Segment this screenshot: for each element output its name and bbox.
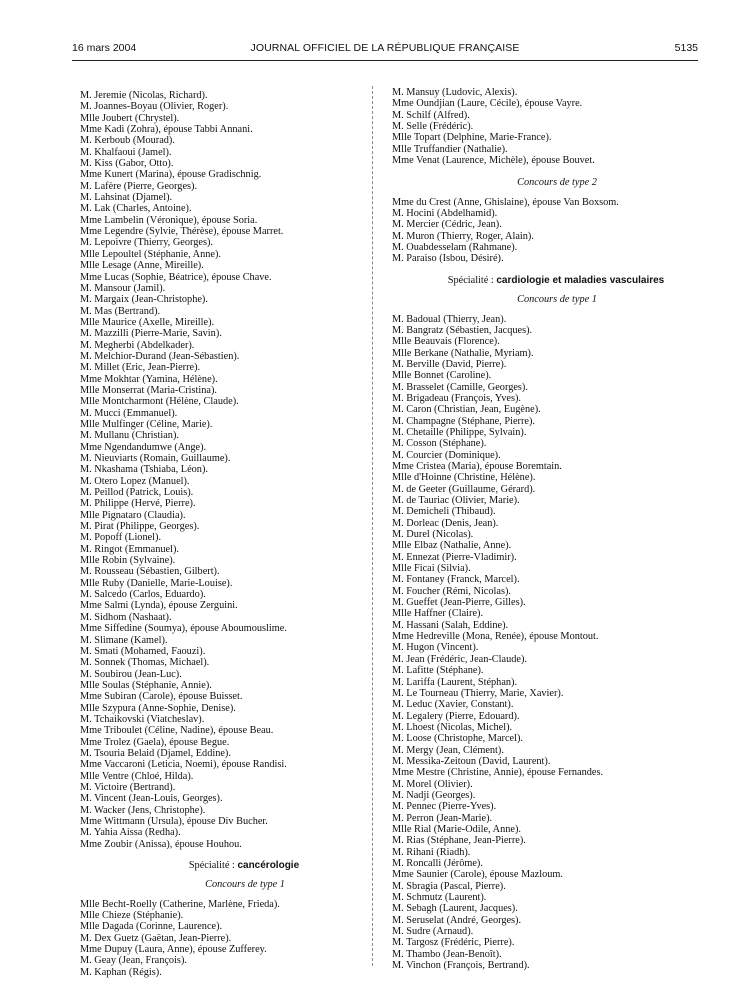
name-entry: Mlle Becht-Roelly (Catherine, Marlène, Frieda).	[80, 898, 280, 910]
name-entry: M. Soubirou (Jean-Luc).	[80, 668, 182, 680]
left-column	[80, 90, 370, 978]
name-entry: M. Megherbi (Abdelkader).	[80, 339, 195, 351]
name-entry: M. Hocini (Abdelhamid).	[392, 208, 498, 220]
section-heading	[392, 275, 682, 286]
name-entry: M. Schilf (Alfred).	[392, 109, 470, 121]
name-entry: M. Jeremie (Nicolas, Richard).	[80, 90, 208, 101]
name-entry: M. Hassani (Salah, Eddine).	[392, 619, 509, 631]
name-entry: Mme Lucas (Sophie, Béatrice), épouse Chave.	[80, 271, 272, 283]
name-entry: Mme Kadi (Zohra), épouse Tabbi Annani.	[80, 124, 253, 136]
name-entry: M. Lhoest (Nicolas, Michel).	[392, 721, 513, 733]
name-entry: M. Mazzilli (Pierre-Marie, Savin).	[80, 328, 222, 340]
name-entry: Mlle Elbaz (Nathalie, Anne).	[392, 540, 512, 552]
name-entry: Mlle Ficai (Silvia).	[392, 563, 471, 575]
name-entry: Mme Oundjian (Laure, Cécile), épouse Vayre.	[392, 98, 583, 110]
name-entry: Mlle Monserrat (Maria-Cristina).	[80, 384, 217, 396]
name-entry: M. Slimane (Kamel).	[80, 634, 168, 646]
name-entry: Mme Trolez (Gaela), épouse Begue.	[80, 736, 230, 748]
specialty-name: cardiologie et maladies vasculaires	[496, 274, 665, 286]
name-entry: Mme Ngendandumwe (Ange).	[80, 441, 207, 453]
name-entry: M. Salcedo (Carlos, Eduardo).	[80, 589, 206, 601]
name-entry: Mme Siffedine (Soumya), épouse Aboumouslime.	[80, 623, 287, 635]
name-entry: M. Sidhom (Nashaat).	[80, 611, 172, 623]
name-entry: M. Fontaney (Franck, Marcel).	[392, 574, 520, 586]
name-entry: M. Rousseau (Sébastien, Gilbert).	[80, 566, 220, 578]
name-entry: M. Millet (Eric, Jean-Pierre).	[80, 362, 201, 374]
name-entry: M. Seruselat (André, Georges).	[392, 914, 522, 926]
name-entry: Mlle Lepoultel (Stéphanie, Anne).	[80, 248, 221, 260]
name-entry: M. Mucci (Emmanuel).	[80, 407, 178, 419]
concours-subhead: Concours de type 2	[517, 177, 597, 189]
name-entry: M. Otero Lopez (Manuel).	[80, 475, 190, 487]
name-entry: M. Nieuviarts (Romain, Guillaume).	[80, 453, 231, 464]
name-entry: M. Mas (Bertrand).	[80, 305, 161, 317]
name-list	[80, 90, 370, 850]
name-entry: M. Durel (Nicolas).	[392, 529, 474, 541]
name-entry: M. Lafère (Pierre, Georges).	[80, 180, 198, 192]
name-entry: M. Pennec (Pierre-Yves).	[392, 801, 497, 813]
name-entry: M. Khalfaoui (Jamel).	[80, 146, 172, 158]
name-entry: M. Tchaikovski (Viatcheslav).	[80, 713, 205, 725]
name-entry: M. Sonnek (Thomas, Michael).	[80, 657, 210, 669]
header-title: JOURNAL OFFICIEL DE LA RÉPUBLIQUE FRANÇAISE	[250, 42, 520, 54]
name-list	[392, 314, 682, 972]
name-entry: M. Dorleac (Denis, Jean).	[392, 517, 499, 529]
specialty-name: cancérologie	[237, 860, 300, 872]
name-entry: M. Badoual (Thierry, Jean).	[392, 313, 507, 325]
name-entry: Mlle Robin (Sylvaine).	[80, 555, 176, 567]
name-entry: Mlle Bonnet (Caroline).	[392, 370, 492, 382]
name-entry: Mlle Lesage (Anne, Mireille).	[80, 260, 204, 272]
name-entry: M. Victoire (Bertrand).	[80, 781, 176, 793]
name-entry: M. Mansuy (Ludovic, Alexis).	[392, 87, 518, 98]
name-entry: M. Hugon (Vincent).	[392, 642, 479, 654]
name-entry: M. Philippe (Hervé, Pierre).	[80, 498, 196, 510]
name-entry: M. Lepoivre (Thierry, Georges).	[80, 237, 213, 249]
name-entry: M. Schmutz (Laurent).	[392, 892, 487, 904]
section-label: Spécialité :	[447, 274, 494, 286]
name-entry: M. Margaix (Jean-Christophe).	[80, 294, 208, 306]
name-entry: Mlle Szypura (Anne-Sophie, Denise).	[80, 702, 236, 714]
name-entry: M. Jean (Frédéric, Jean-Claude).	[392, 653, 527, 665]
name-entry: Mme Dupuy (Laura, Anne), épouse Zufferey.	[80, 944, 267, 956]
name-entry: M. Mergy (Jean, Clément).	[392, 744, 504, 756]
name-entry: M. Loose (Christophe, Marcel).	[392, 733, 523, 745]
name-entry: M. Courcier (Dominique).	[392, 449, 501, 461]
name-entry: Mme Legendre (Sylvie, Thérèse), épouse Marret.	[80, 226, 284, 238]
name-entry: M. Foucher (Rémi, Nicolas).	[392, 585, 511, 597]
name-entry: Mlle Mulfinger (Céline, Marie).	[80, 418, 213, 430]
name-entry: M. Melchior-Durand (Jean-Sébastien).	[80, 350, 240, 362]
name-entry: M. Lafitte (Stéphane).	[392, 665, 484, 677]
name-entry: M. Nkashama (Tshiaba, Léon).	[80, 464, 208, 476]
column-divider	[372, 86, 373, 966]
name-entry: M. Nadji (Georges).	[392, 789, 476, 801]
name-entry: Mme Cristea (Maria), épouse Boremtain.	[392, 460, 562, 472]
name-entry: M. Targosz (Frédéric, Pierre).	[392, 937, 515, 949]
name-entry: M. Bangratz (Sébastien, Jacques).	[392, 324, 533, 336]
name-list	[392, 197, 682, 265]
name-entry: M. Rihani (Riadh).	[392, 846, 471, 858]
page-header	[72, 42, 698, 56]
header-rule	[72, 60, 698, 61]
name-entry: Mlle d'Hoinne (Christine, Hélène).	[392, 472, 536, 484]
name-entry: M. Yahia Aissa (Redha).	[80, 827, 181, 839]
name-entry: Mme Vaccaroni (Leticia, Noemi), épouse Randisi.	[80, 759, 287, 771]
name-entry: Mme Zoubir (Anissa), épouse Houhou.	[80, 838, 242, 850]
name-entry: M. Popoff (Lionel).	[80, 532, 162, 544]
name-entry: M. Ouabdesselam (Rahmane).	[392, 242, 518, 254]
name-entry: Mme Salmi (Lynda), épouse Zerguini.	[80, 600, 238, 612]
header-date: 16 mars 2004	[72, 42, 137, 54]
name-entry: Mme Hedreville (Mona, Renée), épouse Montout.	[392, 631, 599, 643]
name-entry: Mlle Soulas (Stéphanie, Annie).	[80, 679, 212, 691]
name-entry: Mme Kunert (Marina), épouse Gradischnig.	[80, 169, 262, 181]
name-list	[392, 87, 682, 166]
name-entry: M. Ringot (Emmanuel).	[80, 543, 179, 555]
name-entry: Mlle Truffandier (Nathalie).	[392, 143, 508, 155]
name-entry: M. Mansour (Jamil).	[80, 282, 166, 294]
name-entry: M. Mercier (Cédric, Jean).	[392, 219, 502, 231]
name-entry: M. Dex Guetz (Gaëtan, Jean-Pierre).	[80, 932, 232, 944]
name-entry: M. Peillod (Patrick, Louis).	[80, 487, 194, 499]
name-entry: M. Brasselet (Camille, Georges).	[392, 381, 528, 393]
section-label: Spécialité :	[188, 860, 235, 872]
name-entry: M. Muron (Thierry, Roger, Alain).	[392, 230, 534, 242]
name-entry: M. Vinchon (François, Bertrand).	[392, 960, 530, 972]
name-entry: M. Thambo (Jean-Benoît).	[392, 948, 502, 960]
name-entry: Mlle Berkane (Nathalie, Myriam).	[392, 347, 534, 359]
name-entry: Mlle Montcharmont (Hélène, Claude).	[80, 396, 239, 408]
name-entry: Mme Venat (Laurence, Michèle), épouse Bouvet.	[392, 155, 595, 167]
name-entry: M. Lak (Charles, Antoine).	[80, 203, 192, 215]
name-entry: M. Gueffet (Jean-Pierre, Gilles).	[392, 597, 526, 609]
name-entry: Mme Mokhtar (Yamina, Hélène).	[80, 373, 218, 385]
name-entry: M. Selle (Frédéric).	[392, 121, 474, 133]
name-entry: M. Sudre (Arnaud).	[392, 926, 474, 938]
name-entry: M. Rias (Stéphane, Jean-Pierre).	[392, 835, 526, 847]
name-entry: M. Sbragia (Pascal, Pierre).	[392, 880, 506, 892]
name-entry: Mme du Crest (Anne, Ghislaine), épouse Van Boxsom.	[392, 196, 619, 208]
name-entry: M. Lariffa (Laurent, Stéphan).	[392, 676, 518, 688]
name-entry: Mlle Beauvais (Florence).	[392, 336, 500, 348]
name-entry: M. Mullanu (Christian).	[80, 430, 179, 442]
right-column	[392, 87, 682, 971]
name-entry: M. Le Tourneau (Thierry, Marie, Xavier).	[392, 687, 564, 699]
name-entry: M. Kaphan (Régis).	[80, 966, 162, 978]
name-entry: M. Brigadeau (François, Yves).	[392, 392, 521, 404]
name-entry: Mme Saunier (Carole), épouse Mazloum.	[392, 869, 563, 881]
name-entry: M. Morel (Olivier).	[392, 778, 473, 790]
name-entry: M. Demicheli (Thibaud).	[392, 506, 496, 518]
name-entry: M. Ennezat (Pierre-Vladimir).	[392, 551, 517, 563]
name-entry: Mlle Dagada (Corinne, Laurence).	[80, 921, 223, 933]
name-entry: Mlle Chieze (Stéphanie).	[80, 910, 184, 922]
name-entry: M. de Geeter (Guillaume, Gérard).	[392, 483, 536, 495]
name-entry: M. Geay (Jean, François).	[80, 955, 187, 967]
name-entry: M. Chetaille (Philippe, Sylvain).	[392, 426, 527, 438]
page-number: 5135	[674, 42, 698, 54]
name-entry: M. Kiss (Gabor, Otto).	[80, 158, 174, 170]
name-entry: M. Joannes-Boyau (Olivier, Roger).	[80, 101, 229, 113]
name-entry: Mlle Rial (Marie-Odile, Anne).	[392, 823, 521, 835]
name-entry: M. Paraiso (Isbou, Désiré).	[392, 253, 504, 265]
name-entry: Mme Triboulet (Céline, Nadine), épouse Beau.	[80, 725, 274, 737]
name-entry: Mlle Ventre (Chloé, Hilda).	[80, 770, 194, 782]
name-entry: M. Smati (Mohamed, Faouzi).	[80, 645, 206, 657]
name-entry: M. Tsouria Belaid (Djamel, Eddine).	[80, 747, 231, 759]
name-entry: M. Wacker (Jens, Christophe).	[80, 804, 206, 816]
name-entry: M. Vincent (Jean-Louis, Georges).	[80, 793, 223, 805]
name-entry: M. Legalery (Pierre, Edouard).	[392, 710, 520, 722]
name-entry: M. Kerboub (Mourad).	[80, 135, 175, 147]
name-entry: Mme Wittmann (Ursula), épouse Div Bucher.	[80, 816, 268, 827]
name-list	[80, 899, 370, 978]
name-entry: Mlle Joubert (Chrystel).	[80, 112, 180, 124]
name-entry: Mlle Topart (Delphine, Marie-France).	[392, 132, 552, 144]
concours-subhead: Concours de type 1	[517, 294, 597, 306]
name-entry: M. Leduc (Xavier, Constant).	[392, 699, 514, 711]
name-entry: M. Roncalli (Jérôme).	[392, 858, 483, 869]
concours-subhead: Concours de type 1	[205, 879, 285, 891]
name-entry: M. Lahsinat (Djamel).	[80, 192, 173, 204]
name-entry: Mlle Pignataro (Claudia).	[80, 509, 186, 521]
name-entry: Mme Lambelin (Véronique), épouse Soria.	[80, 214, 258, 226]
section-heading	[80, 860, 370, 871]
name-entry: M. Berville (David, Pierre).	[392, 358, 507, 370]
name-entry: Mlle Maurice (Axelle, Mireille).	[80, 316, 215, 328]
name-entry: M. de Tauriac (Olivier, Marie).	[392, 495, 520, 506]
name-entry: M. Pirat (Philippe, Georges).	[80, 521, 200, 533]
name-entry: Mlle Ruby (Danielle, Marie-Louise).	[80, 577, 233, 589]
name-entry: Mme Subiran (Carole), épouse Buisset.	[80, 691, 243, 703]
name-entry: M. Perron (Jean-Marie).	[392, 812, 493, 824]
name-entry: M. Sebagh (Laurent, Jacques).	[392, 903, 518, 915]
name-entry: M. Champagne (Stéphane, Pierre).	[392, 415, 535, 427]
name-entry: Mme Mestre (Christine, Annie), épouse Fernandes.	[392, 767, 604, 779]
name-entry: M. Cosson (Stéphane).	[392, 438, 487, 450]
name-entry: M. Messika-Zeitoun (David, Laurent).	[392, 755, 551, 767]
name-entry: Mlle Haffner (Claire).	[392, 608, 484, 620]
name-entry: M. Caron (Christian, Jean, Eugène).	[392, 404, 541, 416]
